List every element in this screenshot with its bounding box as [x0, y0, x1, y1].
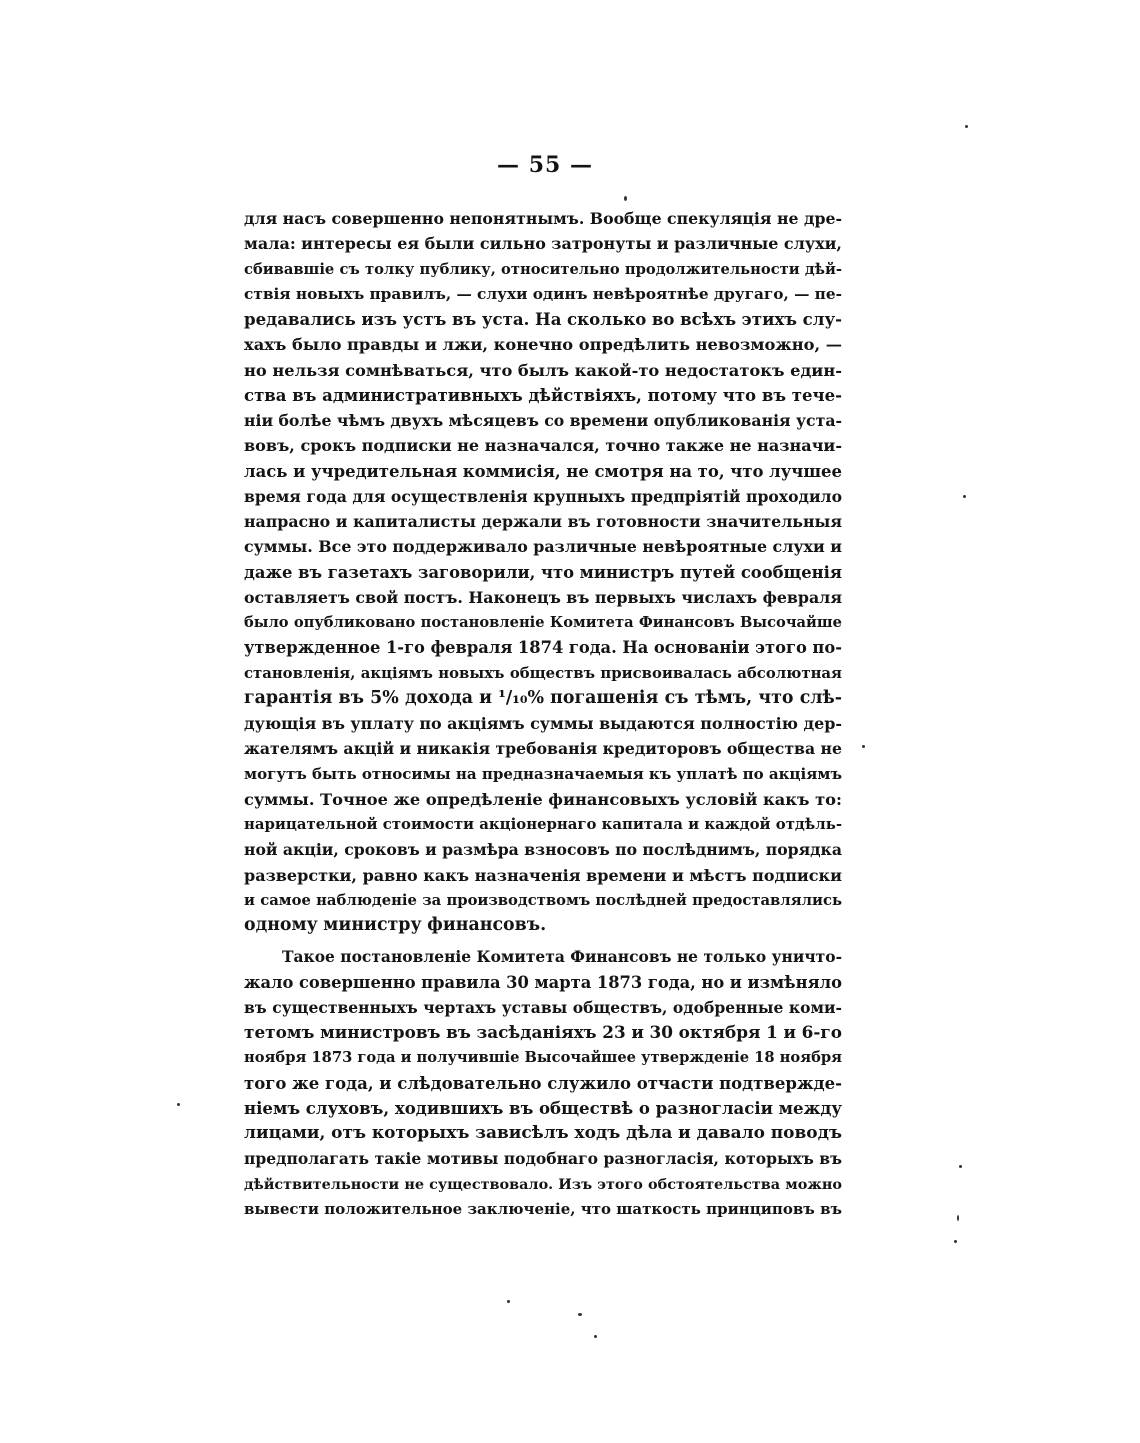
- text-line: и самое наблюденіе за производствомъ послѣдней предоставлялись: [244, 891, 842, 909]
- text-line: лась и учредительная коммисія, не смотря на то, что лучшее: [244, 461, 842, 481]
- scan-speck: [954, 1240, 957, 1243]
- text-line: утвержденное 1-го февраля 1874 года. На основаніи этого по-: [244, 638, 842, 658]
- text-line: вывести положительное заключеніе, что шаткость принциповъ въ: [244, 1199, 842, 1218]
- scan-speck: [965, 125, 968, 128]
- text-line: время года для осуществленія крупныхъ предпріятій проходило: [244, 486, 842, 506]
- text-line: суммы. Все это поддерживало различные невѣроятные слухи и: [244, 537, 842, 557]
- text-line: напрасно и капиталисты держали въ готовности значительныя: [244, 512, 842, 531]
- text-line: предполагать такіе мотивы подобнаго разногласія, которыхъ въ: [244, 1149, 842, 1169]
- text-line: ства въ административныхъ дѣйствіяхъ, потому что въ тече-: [244, 384, 842, 405]
- body-text: [244, 206, 842, 1222]
- scan-speck: [578, 1313, 582, 1316]
- text-line: тетомъ министровъ въ засѣданіяхъ 23 и 30 октября 1 и 6-го: [244, 1022, 842, 1042]
- text-line: дующія въ уплату по акціямъ суммы выдаются полностію дер-: [244, 714, 842, 733]
- text-line: хахъ было правды и лжи, конечно опредѣлить невозможно, —: [244, 335, 842, 355]
- scan-speck: [594, 1335, 597, 1338]
- paragraph-2: [244, 944, 842, 1222]
- scan-speck: [862, 745, 865, 748]
- text-line: могутъ быть относимы на предназначаемыя къ уплатѣ по акціямъ: [244, 764, 842, 783]
- text-line: Такое постановленіе Комитета Финансовъ не только уничто-: [282, 947, 842, 967]
- text-line: сбивавшіе съ толку публику, относительно продолжительности дѣй-: [244, 260, 842, 278]
- text-line: мала: интересы ея были сильно затронуты и различные слухи,: [244, 234, 842, 254]
- text-line: но нельзя сомнѣваться, что былъ какой-то недостатокъ един-: [244, 360, 842, 380]
- text-line: становленія, акціямъ новыхъ обществъ присвоивалась абсолютная: [244, 664, 842, 682]
- scan-speck: [507, 1300, 510, 1303]
- text-line: ніемъ слуховъ, ходившихъ въ обществѣ о разногласіи между: [244, 1097, 842, 1118]
- text-line: въ существенныхъ чертахъ уставы обществъ, одобренные коми-: [244, 997, 842, 1017]
- text-line: того же года, и слѣдовательно служило отчасти подтвержде-: [244, 1072, 842, 1093]
- text-line: одному министру финансовъ.: [244, 915, 547, 935]
- text-line: разверстки, равно какъ назначенія времени и мѣстъ подписки: [244, 865, 842, 885]
- text-line: ствія новыхъ правилъ, — слухи одинъ невѣроятнѣе другаго, — пе-: [244, 284, 842, 303]
- scan-speck: [957, 1215, 959, 1221]
- text-line: для насъ совершенно непонятнымъ. Вообще спекуляція не дре-: [244, 209, 842, 228]
- scan-speck: [963, 495, 966, 498]
- scan-speck: [624, 196, 627, 201]
- text-line: редавались изъ устъ въ уста. На сколько во всѣхъ этихъ слу-: [244, 309, 842, 329]
- text-line: ной акціи, сроковъ и размѣра взносовъ по послѣднимъ, порядка: [244, 840, 842, 860]
- text-line: гарантія въ 5% дохода и ¹/₁₀% погашенія съ тѣмъ, что слѣ-: [244, 687, 842, 708]
- text-line: ноября 1873 года и получившіе Высочайшее утвержденіе 18 ноября: [244, 1049, 842, 1067]
- text-line: лицами, отъ которыхъ зависѣлъ ходъ дѣла и давало поводъ: [244, 1123, 842, 1143]
- page-number: — 55 —: [497, 152, 593, 178]
- text-line: оставляетъ свой постъ. Наконецъ въ первыхъ числахъ февраля: [244, 587, 842, 607]
- text-line: жало совершенно правила 30 марта 1873 года, но и измѣняло: [244, 972, 842, 992]
- scan-speck: [177, 1103, 180, 1106]
- paragraph-1: [244, 206, 842, 938]
- text-line: ніи болѣе чѣмъ двухъ мѣсяцевъ со времени опубликованія уста-: [244, 411, 842, 430]
- text-line: нарицательной стоимости акціонернаго капитала и каждой отдѣль-: [244, 815, 842, 833]
- text-line: вовъ, срокъ подписки не назначался, точно также не назначи-: [244, 436, 842, 456]
- text-line: жателямъ акцій и никакія требованія кредиторовъ общества не: [244, 739, 842, 759]
- text-line: даже въ газетахъ заговорили, что министръ путей сообщенія: [244, 562, 842, 582]
- scan-speck: [959, 1165, 962, 1168]
- text-line: дѣйствительности не существовало. Изъ этого обстоятельства можно: [244, 1175, 842, 1193]
- text-line: было опубликовано постановленіе Комитета Финансовъ Высочайше: [244, 614, 842, 631]
- text-line: суммы. Точное же опредѣленіе финансовыхъ условій какъ то:: [244, 789, 842, 809]
